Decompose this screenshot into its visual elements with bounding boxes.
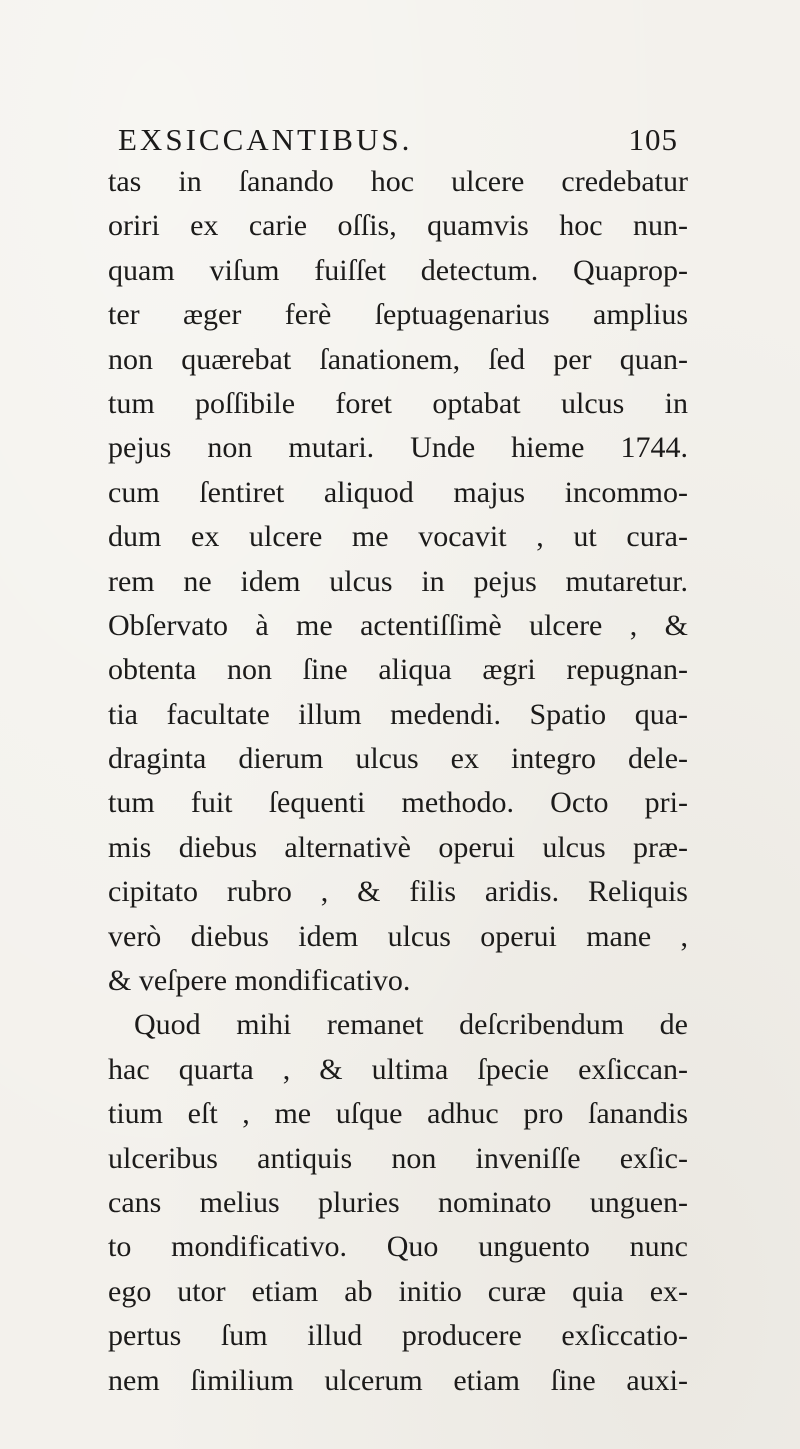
- text-line: nem ſimilium ulcerum etiam ſine auxi-: [108, 1363, 688, 1397]
- running-head: [118, 120, 678, 160]
- text-line: Quod mihi remanet deſcribendum de: [134, 1008, 688, 1042]
- text-line: verò diebus idem ulcus operui mane ,: [108, 919, 688, 953]
- text-line: mis diebus alternativè operui ulcus præ-: [108, 830, 688, 864]
- text-line: ego utor etiam ab initio curæ quia ex-: [108, 1274, 688, 1308]
- text-line: tas in ſanando hoc ulcere credebatur: [108, 165, 688, 198]
- page-number: 105: [628, 122, 678, 157]
- text-line: pertus ſum illud producere exſiccatio-: [108, 1319, 688, 1353]
- text-line: draginta dierum ulcus ex integro dele-: [108, 742, 688, 776]
- text-line: & veſpere mondificativo.: [108, 964, 411, 998]
- text-line: non quærebat ſanationem, ſed per quan-: [108, 342, 688, 376]
- text-line: ter æger ferè ſeptuagenarius amplius: [108, 298, 688, 332]
- text-line: hac quarta , & ultima ſpecie exſiccan-: [108, 1052, 688, 1086]
- text-line: cum ſentiret aliquod majus incommo-: [108, 475, 688, 509]
- text-line: Obſervato à me actentiſſimè ulcere , &: [108, 608, 688, 642]
- text-line: obtenta non ſine aliqua ægri repugnan-: [108, 653, 688, 687]
- text-line: tum poſſibile foret optabat ulcus in: [108, 386, 688, 420]
- text-line: quam viſum fuiſſet detectum. Quaprop-: [108, 253, 688, 287]
- text-line: tium eſt , me uſque adhuc pro ſanandis: [108, 1097, 688, 1131]
- text-line: cans melius pluries nominato unguen-: [108, 1185, 688, 1219]
- text-line: pejus non mutari. Unde hieme 1744.: [108, 431, 688, 465]
- text-line: dum ex ulcere me vocavit , ut cura-: [108, 520, 688, 554]
- text-line: oriri ex carie oſſis, quamvis hoc nun-: [108, 209, 688, 243]
- text-line: tia facultate illum medendi. Spatio qua-: [108, 697, 688, 731]
- text-line: tum fuit ſequenti methodo. Octo pri-: [108, 786, 688, 820]
- text-line: ulceribus antiquis non inveniſſe exſic-: [108, 1141, 688, 1175]
- body-text: [108, 160, 688, 1403]
- text-line: cipitato rubro , & filis aridis. Reliquis: [108, 875, 688, 909]
- text-line: to mondificativo. Quo unguento nunc: [108, 1230, 688, 1264]
- running-head-title: EXSICCANTIBUS.: [118, 122, 413, 157]
- text-line: rem ne idem ulcus in pejus mutaretur.: [108, 564, 688, 598]
